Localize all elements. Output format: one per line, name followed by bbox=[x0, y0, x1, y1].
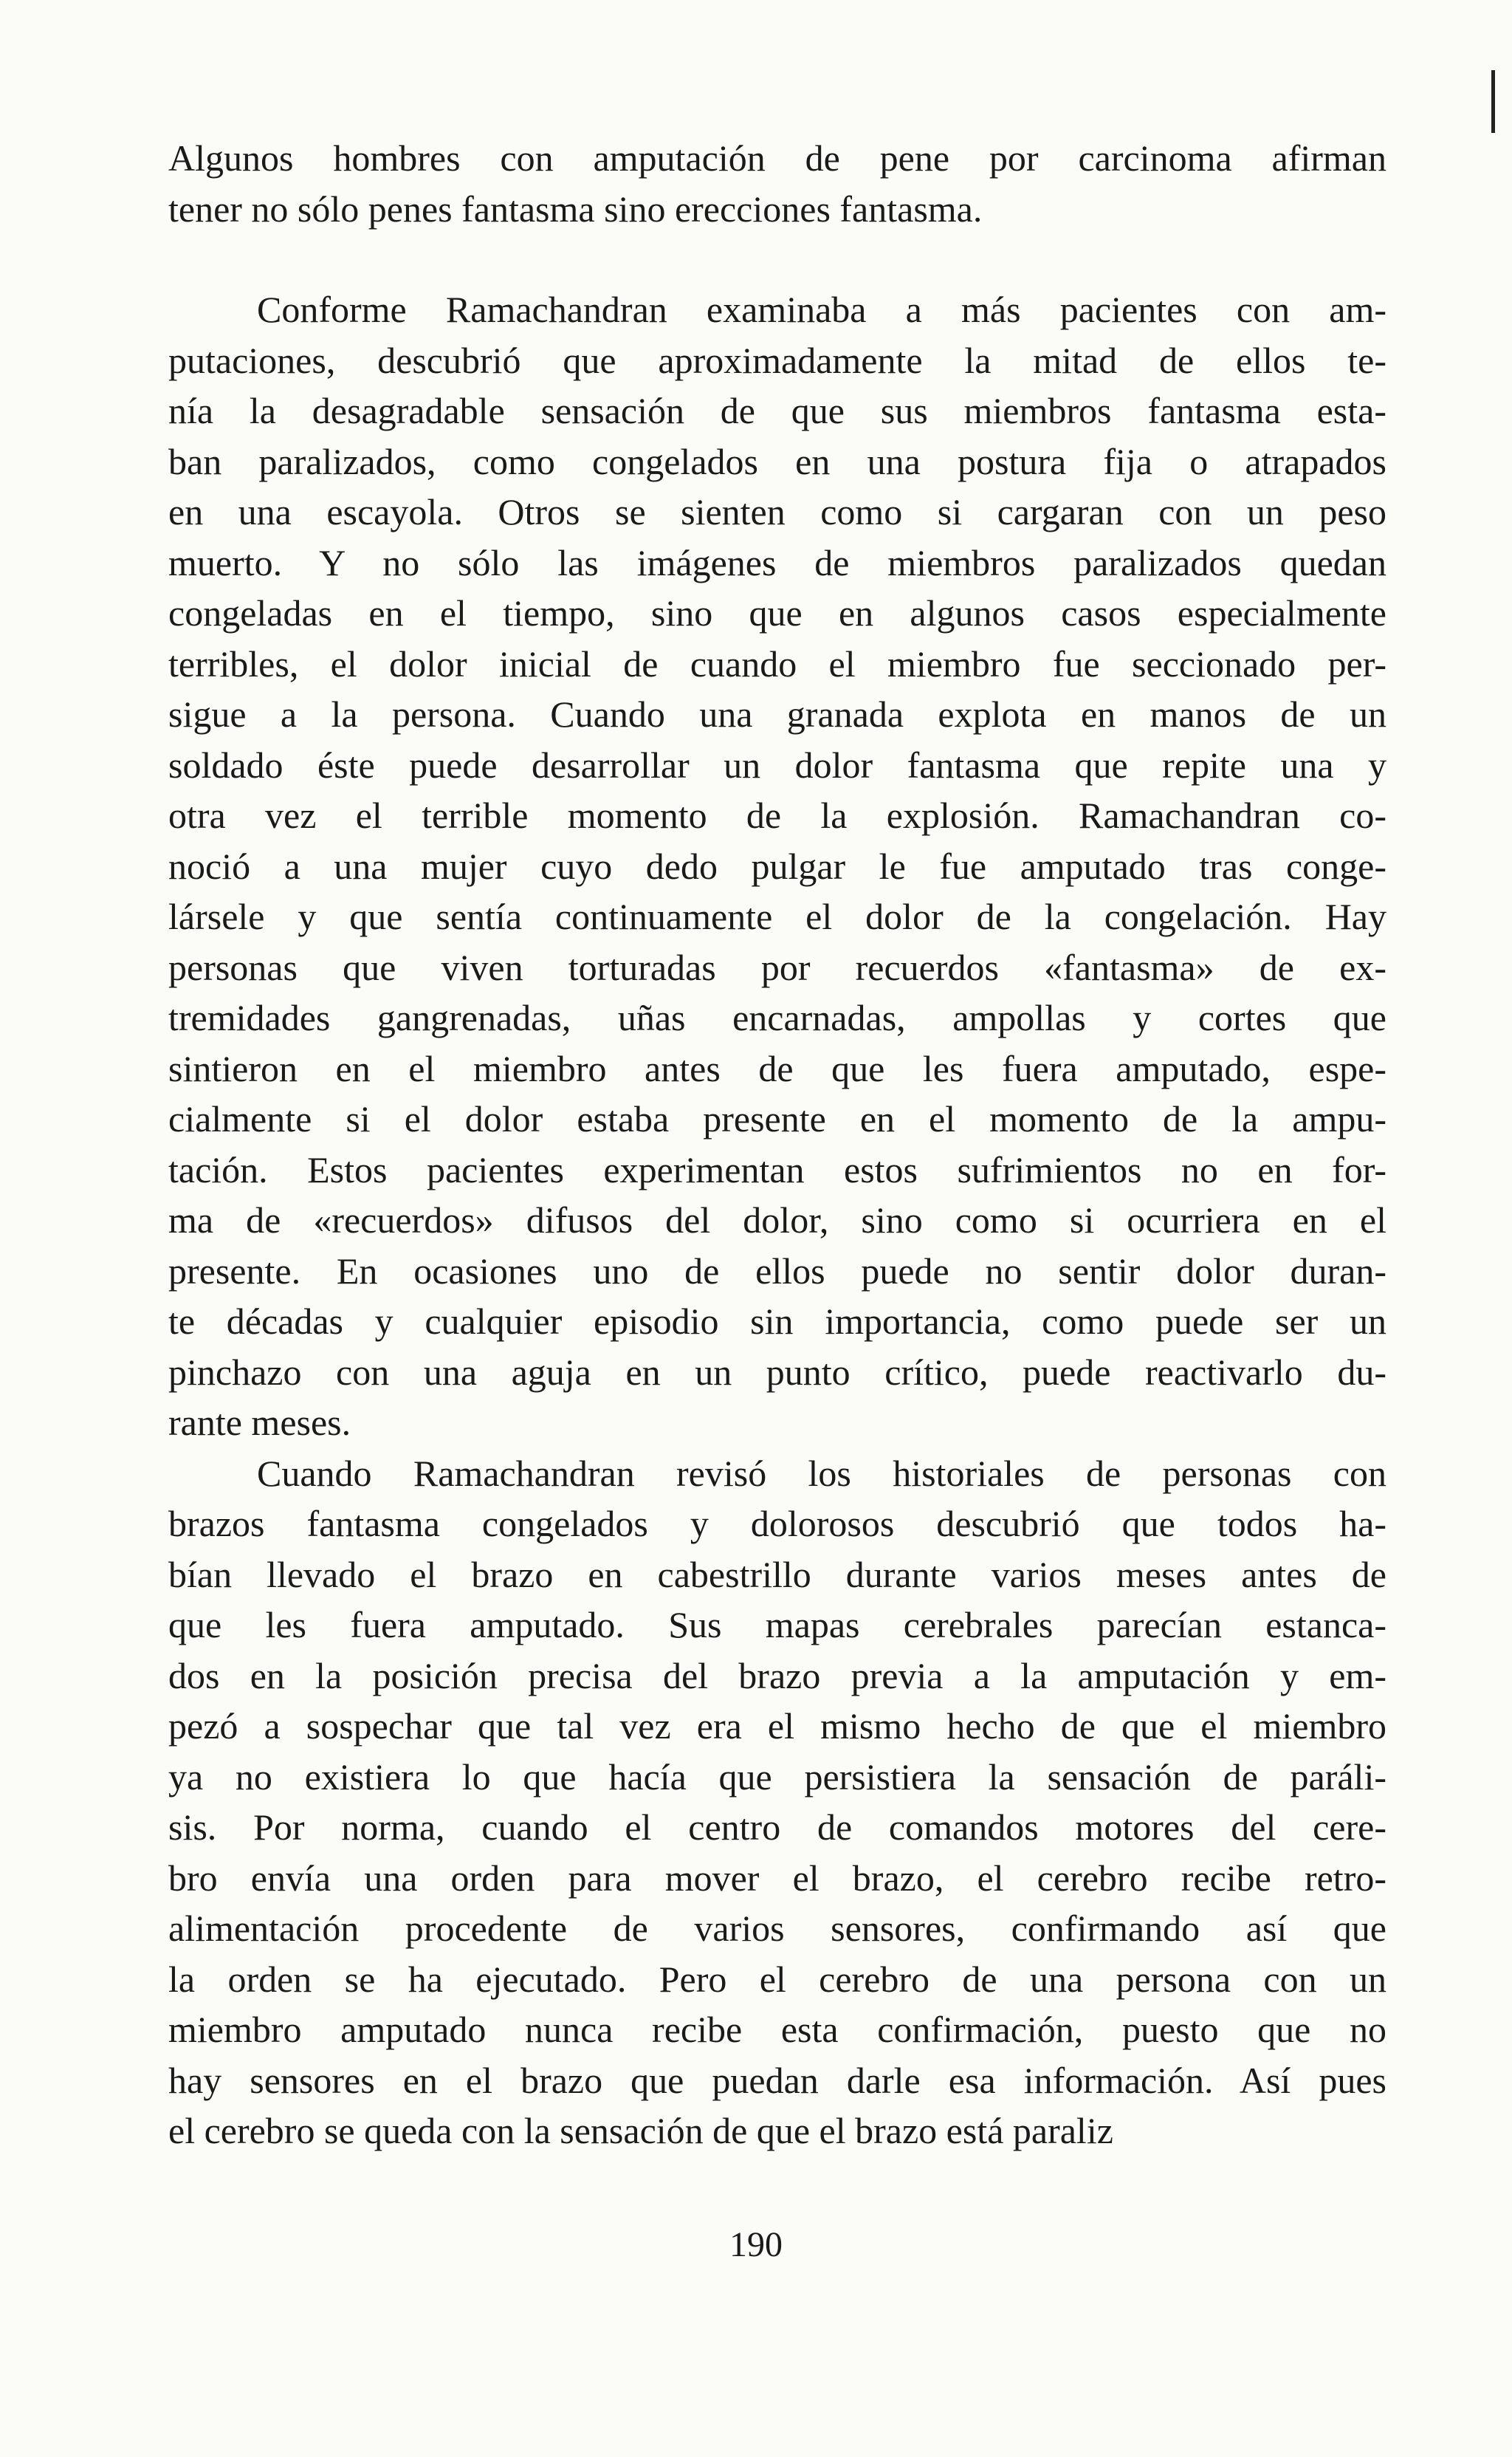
text-line: sis. Por norma, cuando el centro de comandos motores del cere- bbox=[168, 1806, 1386, 1848]
text-line: ma de «recuerdos» difusos del dolor, sino como si ocurriera en el bbox=[168, 1199, 1386, 1241]
text-line: putaciones, descubrió que aproximadamente la mitad de ellos te- bbox=[168, 339, 1386, 381]
text-line: terribles, el dolor inicial de cuando el miembro fue seccionado per- bbox=[168, 642, 1386, 685]
text-line: en una escayola. Otros se sienten como si cargaran con un peso bbox=[168, 491, 1386, 532]
text-line: cialmente si el dolor estaba presente en el momento de la ampu- bbox=[168, 1098, 1386, 1140]
text-line: muerto. Y no sólo las imágenes de miembros paralizados quedan bbox=[168, 541, 1386, 583]
text-line: personas que viven torturadas por recuerdos «fantasma» de ex- bbox=[168, 946, 1386, 988]
text-line: sigue a la persona. Cuando una granada explota en manos de un bbox=[168, 693, 1386, 735]
text-line: rante meses. bbox=[168, 1402, 351, 1443]
paragraph-1 bbox=[168, 133, 1386, 234]
text-line: presente. En ocasiones uno de ellos puede no sentir dolor duran- bbox=[168, 1250, 1386, 1292]
text-line: el cerebro se queda con la sensación de que el brazo está paraliz bbox=[168, 2110, 1113, 2151]
text-line: Cuando Ramachandran revisó los historiales de personas con bbox=[257, 1452, 1386, 1494]
text-line: pinchazo con una aguja en un punto crítico, puede reactivarlo du- bbox=[168, 1351, 1386, 1393]
text-line: tener no sólo penes fantasma sino erecciones fantasma. bbox=[168, 188, 983, 230]
text-line: miembro amputado nunca recibe esta confirmación, puesto que no bbox=[168, 2009, 1386, 2050]
text-line: hay sensores en el brazo que puedan darle esa información. Así pues bbox=[168, 2059, 1386, 2101]
text-line: noció a una mujer cuyo dedo pulgar le fue amputado tras conge- bbox=[168, 845, 1386, 887]
text-line: alimentación procedente de varios sensores, confirmando así que bbox=[168, 1908, 1386, 1949]
paragraph-gap bbox=[168, 234, 1386, 284]
text-line: brazos fantasma congelados y dolorosos descubrió que todos ha- bbox=[168, 1503, 1386, 1544]
text-line: sintieron en el miembro antes de que les fuera amputado, espe- bbox=[168, 1047, 1386, 1089]
text-line: otra vez el terrible momento de la explosión. Ramachandran co- bbox=[168, 795, 1386, 836]
text-line: tremidades gangrenadas, uñas encarnadas, ampollas y cortes que bbox=[168, 997, 1386, 1038]
text-line: Conforme Ramachandran examinaba a más pacientes con am- bbox=[257, 289, 1386, 330]
text-line: soldado éste puede desarrollar un dolor fantasma que repite una y bbox=[168, 744, 1386, 786]
text-line: bro envía una orden para mover el brazo, el cerebro recibe retro- bbox=[168, 1857, 1386, 1899]
text-line: congeladas en el tiempo, sino que en algunos casos especialmente bbox=[168, 592, 1386, 634]
page-number: 190 bbox=[729, 2225, 783, 2264]
text-line: nía la desagradable sensación de que sus miembros fantasma esta- bbox=[168, 390, 1386, 431]
text-line: que les fuera amputado. Sus mapas cerebrales parecían estanca- bbox=[168, 1604, 1386, 1645]
text-line: Algunos hombres con amputación de pene por carcinoma afirman bbox=[168, 137, 1386, 179]
paragraph-3 bbox=[168, 1448, 1386, 2156]
scan-edge-mark bbox=[1491, 70, 1495, 133]
text-line: dos en la posición precisa del brazo previa a la amputación y em- bbox=[168, 1654, 1386, 1696]
text-line: te décadas y cualquier episodio sin importancia, como puede ser un bbox=[168, 1301, 1386, 1342]
text-line: ya no existiera lo que hacía que persistiera la sensación de paráli- bbox=[168, 1755, 1386, 1798]
paragraph-2 bbox=[168, 284, 1386, 1448]
body-text bbox=[168, 133, 1386, 2156]
text-line: ban paralizados, como congelados en una postura fija o atrapados bbox=[168, 440, 1386, 482]
text-line: bían llevado el brazo en cabestrillo durante varios meses antes de bbox=[168, 1553, 1386, 1595]
text-line: lársele y que sentía continuamente el dolor de la congelación. Hay bbox=[168, 896, 1386, 937]
text-line: pezó a sospechar que tal vez era el mismo hecho de que el miembro bbox=[168, 1705, 1386, 1747]
text-line: la orden se ha ejecutado. Pero el cerebro de una persona con un bbox=[168, 1958, 1386, 2000]
text-line: tación. Estos pacientes experimentan estos sufrimientos no en for- bbox=[168, 1148, 1386, 1190]
